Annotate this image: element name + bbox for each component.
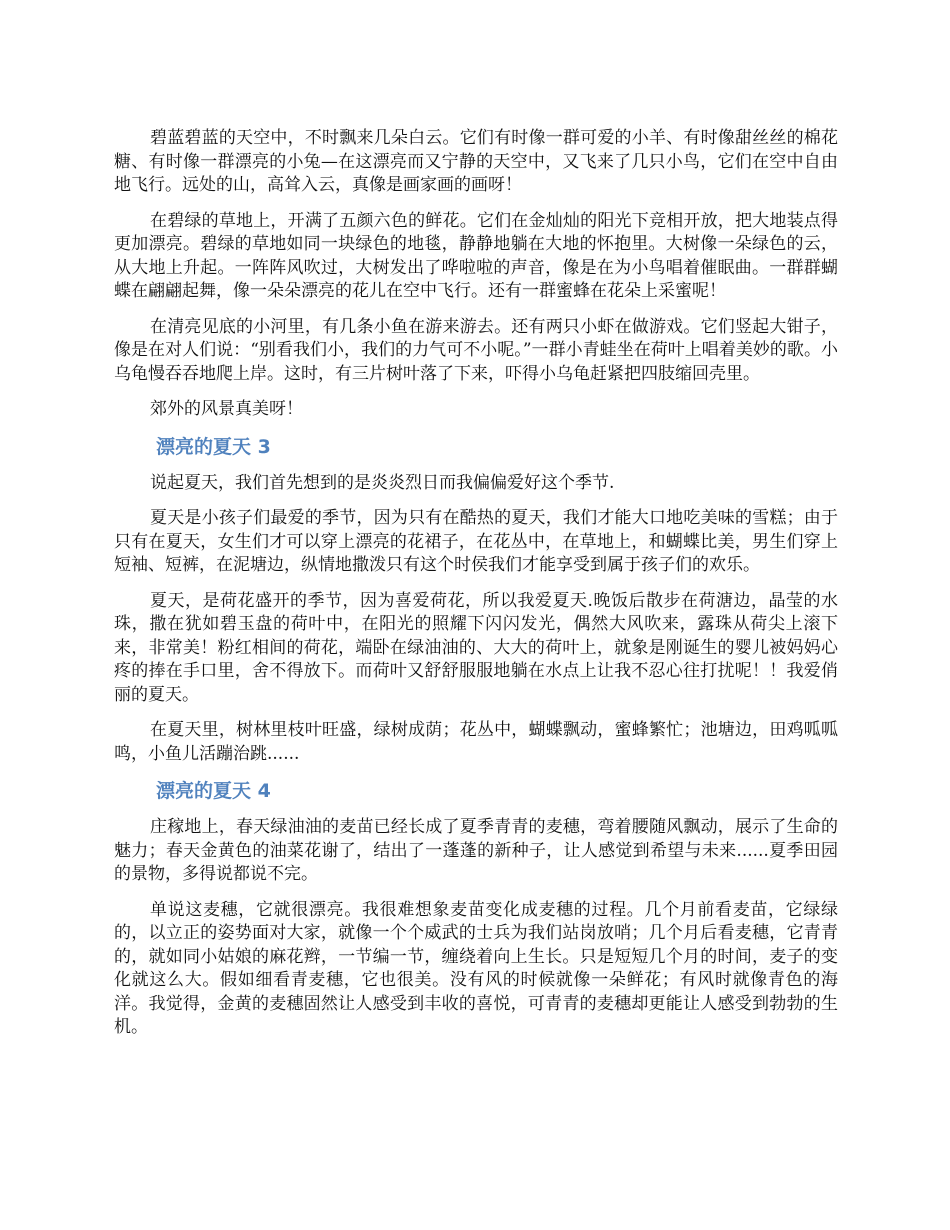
section-heading-4: 漂亮的夏天 4	[156, 780, 271, 802]
paragraph-summer-kids: 夏天是小孩子们最爱的季节，因为只有在酷热的夏天，我们才能大口地吃美味的雪糕；由于只有在夏天，女生们才可以穿上漂亮的花裙子，在花丛中，在草地上，和蝴蝶比美，男生们穿上短袖、短裤，在泥塘边，纵情地撒泼只有这个时侯我们才能享受到属于孩子们的欢乐。	[114, 508, 838, 575]
paragraph-sky: 碧蓝碧蓝的天空中，不时飘来几朵白云。它们有时像一群可爱的小羊、有时像甜丝丝的棉花糖、有时像一群漂亮的小兔—在这漂亮而又宁静的天空中，又飞来了几只小鸟，它们在空中自由地飞行。远处的山，高耸入云，真像是画家画的画呀！	[114, 128, 838, 195]
section-heading-3: 漂亮的夏天 3	[156, 435, 271, 458]
paragraph-river: 在清亮见底的小河里，有几条小鱼在游来游去。还有两只小虾在做游戏。它们竖起大钳子，像是在对人们说：“别看我们小，我们的力气可不小呢。”一群小青蛙坐在荷叶上唱着美妙的歌。小乌龟慢吞吞地爬上岸。这时，有三片树叶落了下来，吓得小乌龟赶紧把四肢缩回壳里。	[114, 316, 838, 384]
paragraph-lotus: 夏天，是荷花盛开的季节，因为喜爱荷花，所以我爱夏天.晚饭后散步在荷溏边，晶莹的水珠，撒在犹如碧玉盘的荷叶中，在阳光的照耀下闪闪发光，偶然大风吹来，露珠从荷尖上滚下来，非常美！粉红相间的荷花，端卧在绿油油的、大大的荷叶上，就象是刚诞生的婴儿被妈妈心疼的捧在手口里，舍不得放下。而荷叶又舒舒服服地躺在水点上让我不忍心往打扰呢！！我爱俏丽的夏天。	[114, 590, 838, 705]
paragraph-fields: 庄稼地上，春天绿油油的麦苗已经长成了夏季青青的麦穗，弯着腰随风飘动，展示了生命的魅力；春天金黄色的油菜花谢了，结出了一蓬蓬的新种子，让人感觉到希望与未来......夏季田园的景物，多得说都说不完。	[114, 817, 838, 884]
paragraph-wheat: 单说这麦穗，它就很漂亮。我很难想象麦苗变化成麦穗的过程。几个月前看麦苗，它绿绿的，以立正的姿势面对大家，就像一个个威武的士兵为我们站岗放哨；几个月后看麦穗，它青青的，就如同小姑娘的麻花辫，一节编一节，缠绕着向上生长。只是短短几个月的时间，麦子的变化就这么大。假如细看青麦穗，它也很美。没有风的时候就像一朵鲜花；有风时就像青色的海洋。我觉得，金黄的麦穗固然让人感受到丰收的喜悦，可青青的麦穗却更能让人感受到勃勃的生机。	[114, 899, 838, 1037]
paragraph-suburb: 郊外的风景真美呀！	[150, 399, 303, 419]
paragraph-summer-scene: 在夏天里，树林里枝叶旺盛，绿树成荫；花丛中，蝴蝶飘动，蜜蜂繁忙；池塘边，田鸡呱呱鸣，小鱼儿活蹦治跳......	[114, 720, 838, 764]
document-content	[114, 127, 838, 1052]
paragraph-summer-intro: 说起夏天，我们首先想到的是炎炎烈日而我偏偏爱好这个季节.	[150, 472, 615, 493]
paragraph-grassland: 在碧绿的草地上，开满了五颜六色的鲜花。它们在金灿灿的阳光下竞相开放，把大地装点得更加漂亮。碧绿的草地如同一块绿色的地毯，静静地躺在大地的怀抱里。大树像一朵绿色的云，从大地上升起。一阵阵风吹过，大树发出了哗啦啦的声音，像是在为小鸟唱着催眠曲。一群群蝴蝶在翩翩起舞，像一朵朵漂亮的花儿在空中飞行。还有一群蜜蜂在花朵上采蜜呢！	[114, 210, 838, 301]
